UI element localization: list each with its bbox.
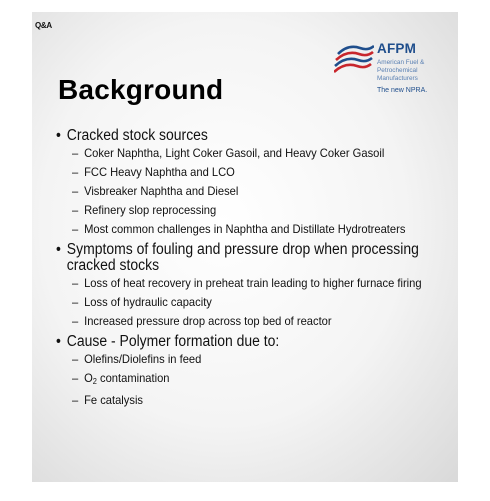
sub-bullet xyxy=(72,223,453,236)
sub-bullet-text: Visbreaker Naphtha and Diesel xyxy=(84,184,239,198)
sub-bullet-text: FCC Heavy Naphtha and LCO xyxy=(84,165,235,179)
dash-icon: – xyxy=(72,393,79,407)
sub-bullet xyxy=(72,277,453,290)
dash-icon: – xyxy=(72,184,79,198)
bullet-heading xyxy=(56,334,452,350)
sub-bullet-text: Loss of hydraulic capacity xyxy=(84,295,212,309)
slide xyxy=(32,12,458,482)
logo-tagline: The new NPRA. xyxy=(377,87,428,94)
sub-bullet xyxy=(72,372,453,388)
dash-icon: – xyxy=(72,165,79,179)
dash-icon: – xyxy=(72,146,79,160)
sub-bullet-text: Olefins/Diolefins in feed xyxy=(84,352,202,366)
dash-icon: – xyxy=(72,314,79,328)
sub-bullet xyxy=(72,185,453,198)
sub-bullet-list xyxy=(72,147,452,236)
sub-bullet xyxy=(72,166,453,179)
sub-bullet-text: Loss of heat recovery in preheat train leading to higher furnace firing xyxy=(84,276,422,290)
dash-icon: – xyxy=(72,222,79,236)
bullet-heading xyxy=(56,128,452,144)
o2-subscript: 2 xyxy=(92,377,97,386)
sub-bullet xyxy=(72,353,453,366)
slide-title: Background xyxy=(58,74,224,105)
sub-bullet-text: Most common challenges in Naphtha and Distillate Hydrotreaters xyxy=(84,222,406,236)
bullet-list xyxy=(56,126,452,413)
bullet-icon: • xyxy=(56,127,61,144)
dash-icon: – xyxy=(72,203,79,217)
sub-bullet xyxy=(72,315,453,328)
bullet-text: Cause - Polymer formation due to: xyxy=(66,333,280,350)
logo-full-name: American Fuel & Petrochemical Manufacturers xyxy=(377,59,425,83)
bullet-heading xyxy=(56,242,452,274)
afpm-flag-stripes-icon xyxy=(334,40,374,76)
sub-bullet-text-o2 xyxy=(84,372,169,388)
bullet-text: Symptoms of fouling and pressure drop when processing cracked stocks xyxy=(66,241,419,274)
bullet-icon: • xyxy=(56,333,61,350)
sub-bullet-text: Fe catalysis xyxy=(84,393,144,407)
afpm-logo xyxy=(334,40,456,130)
o2-rest: contamination xyxy=(96,371,170,385)
bullet-text: Cracked stock sources xyxy=(66,127,208,144)
sub-bullet xyxy=(72,296,453,309)
sub-bullet-list xyxy=(72,353,452,407)
dash-icon: – xyxy=(72,295,79,309)
sub-bullet-text: Refinery slop reprocessing xyxy=(84,203,217,217)
bullet-icon: • xyxy=(56,241,61,258)
corner-label: Q&A xyxy=(35,21,52,30)
sub-bullet xyxy=(72,204,453,217)
sub-bullet-list xyxy=(72,277,452,328)
o2-letter: O xyxy=(84,371,93,385)
sub-bullet-text: Increased pressure drop across top bed of reactor xyxy=(84,314,332,328)
dash-icon: – xyxy=(72,352,79,366)
dash-icon: – xyxy=(72,371,79,385)
dash-icon: – xyxy=(72,276,79,290)
sub-bullet xyxy=(72,394,453,407)
sub-bullet xyxy=(72,147,453,160)
sub-bullet-text: Coker Naphtha, Light Coker Gasoil, and Heavy Coker Gasoil xyxy=(84,146,385,160)
logo-name: AFPM xyxy=(377,41,417,56)
